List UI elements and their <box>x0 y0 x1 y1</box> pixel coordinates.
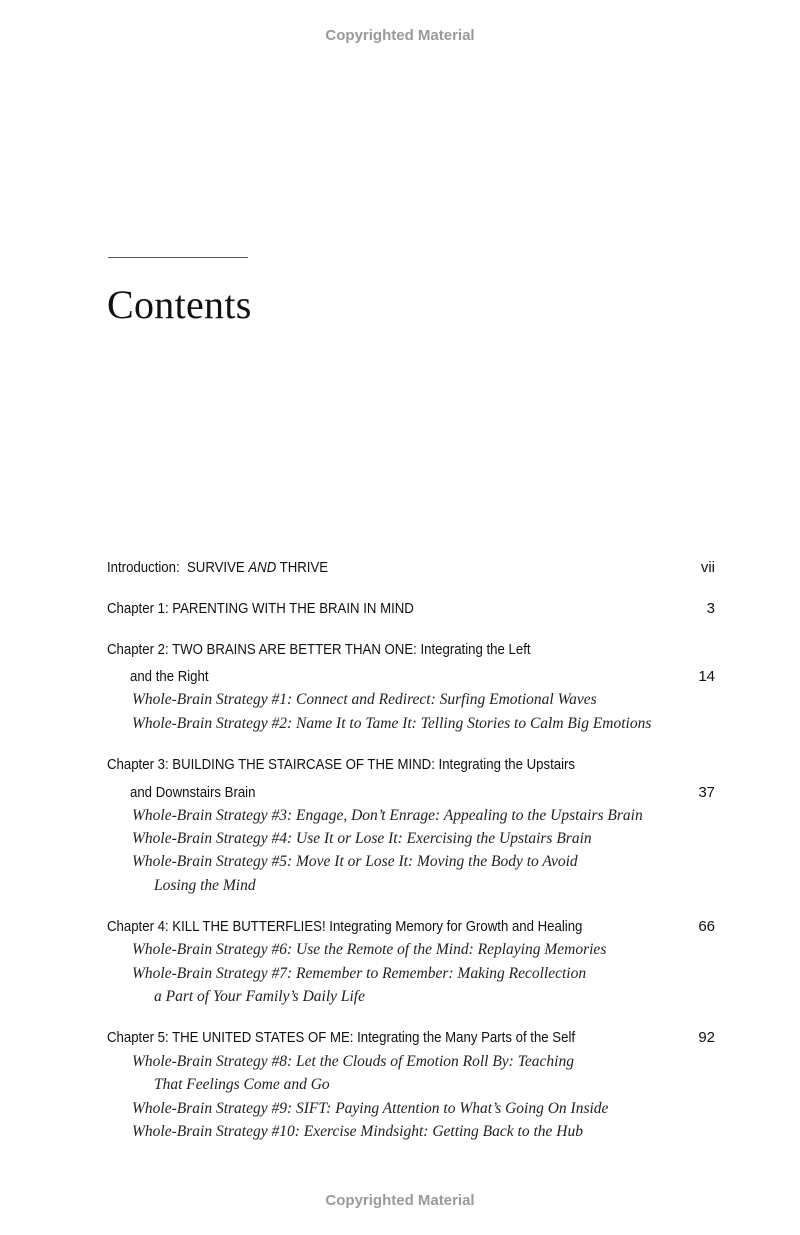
intro-label: Introduction: <box>107 559 180 576</box>
toc-entry-chapter-3-cont: and Downstairs Brain <box>130 784 256 801</box>
toc-entry-chapter-1: Chapter 1: PARENTING WITH THE BRAIN IN MIND <box>107 600 414 617</box>
toc-entry-chapter-5: Chapter 5: THE UNITED STATES OF ME: Integrating the Many Parts of the Self <box>107 1029 576 1046</box>
intro-title-b: AND <box>248 559 277 576</box>
copyright-watermark-top: Copyrighted Material <box>325 27 475 44</box>
toc-entry-chapter-2-cont: and the Right <box>130 668 209 685</box>
intro-title-a: SURVIVE <box>186 559 249 576</box>
strategy-item: Whole-Brain Strategy #2: Name It to Tame It: Telling Stories to Calm Big Emotions <box>132 715 652 732</box>
strategy-item: Whole-Brain Strategy #6: Use the Remote of the Mind: Replaying Memories <box>132 941 607 958</box>
strategy-item: Whole-Brain Strategy #9: SIFT: Paying Attention to What’s Going On Inside <box>132 1100 609 1117</box>
strategy-item-cont: That Feelings Come and Go <box>154 1076 330 1093</box>
page-number-chapter-5: 92 <box>698 1029 715 1046</box>
strategy-item: Whole-Brain Strategy #4: Use It or Lose It: Exercising the Upstairs Brain <box>132 830 592 847</box>
toc-entry-chapter-4: Chapter 4: KILL THE BUTTERFLIES! Integrating Memory for Growth and Healing <box>107 918 583 935</box>
strategy-item: Whole-Brain Strategy #10: Exercise Mindsight: Getting Back to the Hub <box>132 1123 583 1140</box>
strategy-item: Whole-Brain Strategy #7: Remember to Remember: Making Recollection <box>132 965 587 982</box>
page-title: Contents <box>107 282 252 327</box>
strategy-item: Whole-Brain Strategy #1: Connect and Redirect: Surfing Emotional Waves <box>132 691 597 708</box>
strategy-item: Whole-Brain Strategy #8: Let the Clouds of Emotion Roll By: Teaching <box>132 1053 574 1070</box>
strategy-item-cont: a Part of Your Family’s Daily Life <box>154 988 365 1005</box>
page-number-chapter-2: 14 <box>698 668 715 685</box>
toc-entry-introduction <box>107 559 328 576</box>
page-number-chapter-4: 66 <box>698 918 715 935</box>
strategy-item: Whole-Brain Strategy #5: Move It or Lose It: Moving the Body to Avoid <box>132 853 578 870</box>
copyright-watermark-bottom: Copyrighted Material <box>325 1192 475 1209</box>
toc-entry-chapter-3: Chapter 3: BUILDING THE STAIRCASE OF THE MIND: Integrating the Upstairs <box>107 756 576 773</box>
page-number-introduction: vii <box>700 559 715 576</box>
page-number-chapter-1: 3 <box>706 600 715 617</box>
strategy-item: Whole-Brain Strategy #3: Engage, Don’t Enrage: Appealing to the Upstairs Brain <box>132 807 643 824</box>
toc-entry-chapter-2: Chapter 2: TWO BRAINS ARE BETTER THAN ONE: Integrating the Left <box>107 641 531 658</box>
intro-title-c: THRIVE <box>276 559 329 576</box>
page-number-chapter-3: 37 <box>698 784 715 801</box>
strategy-item-cont: Losing the Mind <box>154 877 256 894</box>
